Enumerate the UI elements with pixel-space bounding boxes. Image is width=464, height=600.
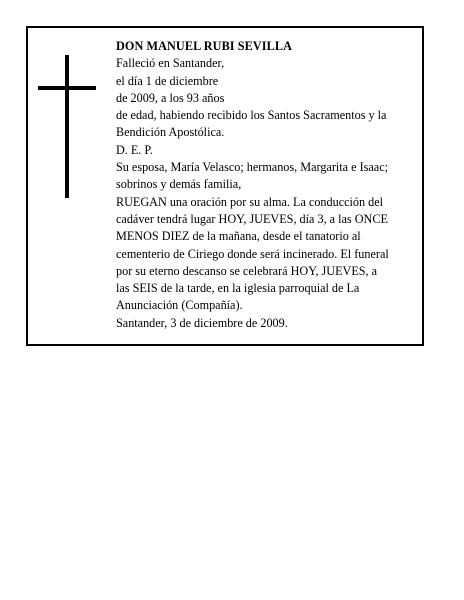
notice-line: MENOS DIEZ de la mañana, desde el tanatorio al bbox=[116, 229, 361, 244]
notice-line: de edad, habiendo recibido los Santos Sacramentos y la bbox=[116, 108, 387, 123]
notice-line: Santander, 3 de diciembre de 2009. bbox=[116, 315, 288, 330]
notice-line: las SEIS de la tarde, en la iglesia parroquial de La bbox=[116, 281, 360, 296]
notice-line: cadáver tendrá lugar HOY, JUEVES, día 3, a las ONCE bbox=[116, 211, 388, 226]
notice-line: el día 1 de diciembre bbox=[116, 73, 219, 88]
notice-line: Anunciación (Compañía). bbox=[116, 298, 243, 313]
notice-line: D. E. P. bbox=[116, 142, 153, 157]
notice-line: Su esposa, María Velasco; hermanos, Margarita e Isaac; bbox=[116, 160, 388, 175]
obituary-notice bbox=[26, 26, 424, 346]
notice-line: Falleció en Santander, bbox=[116, 56, 225, 71]
cross-horizontal-bar bbox=[38, 86, 96, 90]
notice-line: RUEGAN una oración por su alma. La conducción del bbox=[116, 194, 384, 209]
notice-line: de 2009, a los 93 años bbox=[116, 90, 225, 105]
notice-line: por su eterno descanso se celebrará HOY, JUEVES, a bbox=[116, 263, 378, 278]
notice-line: Bendición Apostólica. bbox=[116, 125, 225, 140]
deceased-name: DON MANUEL RUBI SEVILLA bbox=[116, 39, 293, 53]
notice-line: cementerio de Ciriego donde será incinerado. El funeral bbox=[116, 246, 389, 261]
notice-line: sobrinos y demás familia, bbox=[116, 177, 242, 192]
obituary-text bbox=[116, 38, 421, 332]
cross-vertical-bar bbox=[65, 55, 69, 198]
